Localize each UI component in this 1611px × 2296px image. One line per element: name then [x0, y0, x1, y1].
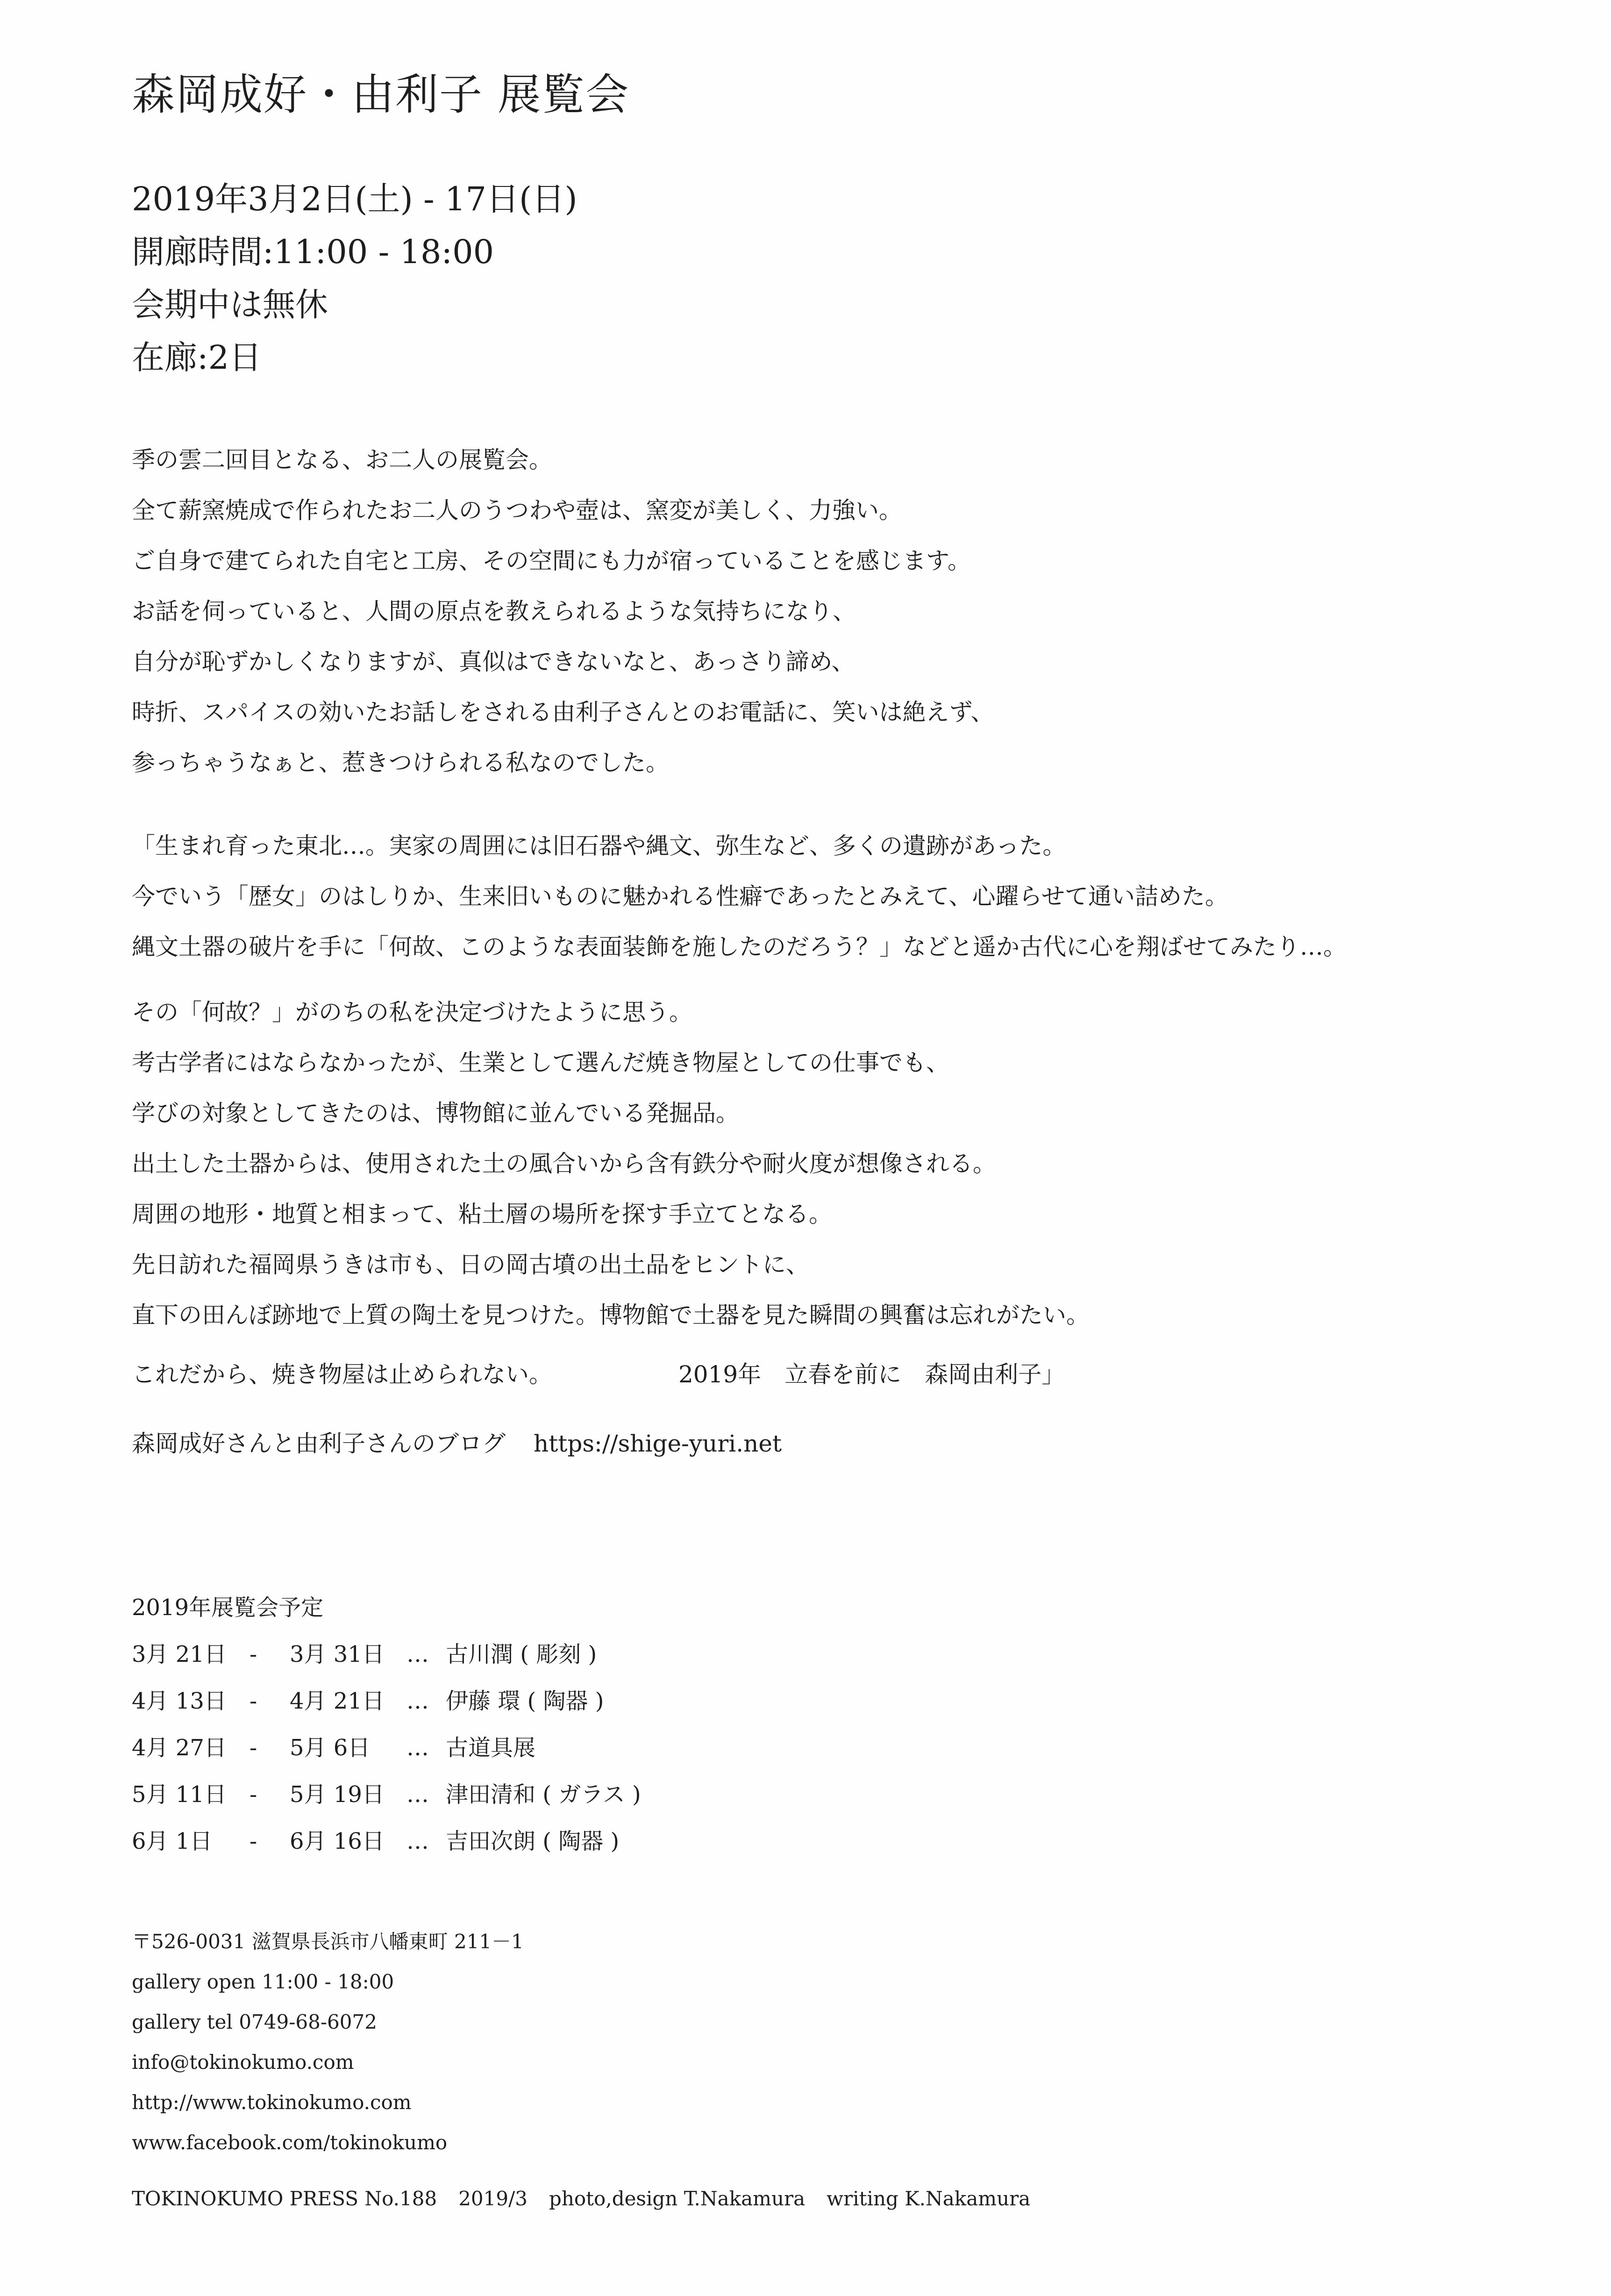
artist-essay-part2	[132, 987, 1090, 1340]
intro-line: 季の雲二回目となる、お二人の展覧会。	[132, 446, 552, 473]
intro-paragraph	[132, 435, 994, 788]
writing-credit: writing K.Nakamura	[827, 2187, 1031, 2210]
event-dates: 2019年3月2日(土) - 17日(日)	[132, 180, 577, 218]
photo-credit: photo,design T.Nakamura	[549, 2187, 806, 2210]
blog-line	[132, 1418, 782, 1469]
event-info	[132, 173, 577, 384]
essay-signature: 2019年 立春を前に 森岡由利子」	[678, 1361, 1065, 1388]
schedule-end-date: 6月 16日	[290, 1828, 385, 1854]
press-footer	[132, 2180, 1030, 2217]
intro-line: 全て薪窯焼成で作られたお二人のうつわや壺は、窯変が美しく、力強い。	[132, 497, 902, 524]
essay-line: その「何故？」がのちの私を決定づけたように思う。	[132, 999, 692, 1026]
intro-line: ご自身で建てられた自宅と工房、その空間にも力が宿っていることを感じます。	[132, 547, 971, 574]
gallery-website[interactable]: http://www.tokinokumo.com	[132, 2091, 412, 2114]
gallery-facebook[interactable]: www.facebook.com/tokinokumo	[132, 2131, 448, 2154]
closing-text: これだから、焼き物屋は止められない。	[132, 1361, 552, 1388]
essay-line: 先日訪れた福岡県うきは市も、日の岡古墳の出土品をヒントに、	[132, 1251, 809, 1278]
schedule-dash: -	[249, 1688, 257, 1714]
schedule-row	[132, 1678, 604, 1724]
schedule-heading: 2019年展覧会予定	[132, 1595, 324, 1621]
schedule-start-date: 5月 11日	[132, 1781, 227, 1808]
schedule-end-date: 3月 31日	[290, 1641, 385, 1667]
press-date: 2019/3	[458, 2187, 527, 2210]
essay-closing	[132, 1349, 1065, 1400]
essay-line: 学びの対象としてきたのは、博物館に並んでいる発掘品。	[132, 1100, 739, 1127]
schedule-exhibition-name: 古川潤 ( 彫刻 )	[446, 1641, 597, 1667]
schedule-ellipsis: …	[406, 1735, 429, 1761]
schedule-exhibition-name: 津田清和 ( ガラス )	[446, 1781, 641, 1808]
schedule-ellipsis: …	[406, 1828, 429, 1854]
schedule-exhibition-name: 吉田次朗 ( 陶器 )	[446, 1828, 620, 1854]
essay-line: 今でいう「歴女」のはしりか、生来旧いものに魅かれる性癖であったとみえて、心躍らせて通い詰めた。	[132, 883, 1228, 910]
schedule-row	[132, 1771, 641, 1818]
artist-present-days: 在廊:2日	[132, 338, 262, 377]
blog-url[interactable]: https://shige-yuri.net	[534, 1430, 782, 1457]
event-hours: 開廊時間:11:00 - 18:00	[132, 233, 494, 271]
schedule-start-date: 4月 27日	[132, 1735, 227, 1761]
schedule-end-date: 5月 6日	[290, 1735, 371, 1761]
schedule-row	[132, 1724, 536, 1771]
essay-line: 周囲の地形・地質と相まって、粘土層の場所を探す手立てとなる。	[132, 1201, 832, 1228]
intro-line: 参っちゃうなぁと、惹きつけられる私なのでした。	[132, 749, 669, 776]
schedule-ellipsis: …	[406, 1781, 429, 1808]
schedule-end-date: 5月 19日	[290, 1781, 385, 1808]
intro-line: お話を伺っていると、人間の原点を教えられるような気持ちになり、	[132, 598, 856, 625]
event-closed-days: 会期中は無休	[132, 286, 328, 324]
essay-line: 直下の田んぼ跡地で上質の陶土を見つけた。博物館で土器を見た瞬間の興奮は忘れがたい。	[132, 1302, 1090, 1329]
gallery-contact	[132, 1922, 524, 2163]
gallery-email[interactable]: info@tokinokumo.com	[132, 2051, 354, 2074]
schedule-ellipsis: …	[406, 1641, 429, 1667]
schedule-start-date: 3月 21日	[132, 1641, 227, 1667]
intro-line: 自分が恥ずかしくなりますが、真似はできないなと、あっさり諦め、	[132, 648, 855, 675]
schedule-exhibition-name: 伊藤 環 ( 陶器 )	[446, 1688, 604, 1714]
schedule-dash: -	[249, 1828, 257, 1854]
essay-line: 考古学者にはならなかったが、生業として選んだ焼き物屋としての仕事でも、	[132, 1049, 949, 1076]
page-title: 森岡成好・由利子 展覧会	[132, 70, 630, 120]
press-issue: TOKINOKUMO PRESS No.188	[132, 2187, 437, 2210]
intro-line: 時折、スパイスの効いたお話しをされる由利子さんとのお電話に、笑いは絶えず、	[132, 699, 994, 726]
essay-line: 縄文土器の破片を手に「何故、このような表面装飾を施したのだろう？」などと遥か古代に心を翔ばせてみたり…。	[132, 933, 1347, 960]
exhibition-schedule	[132, 1584, 641, 1865]
schedule-exhibition-name: 古道具展	[446, 1735, 536, 1761]
schedule-start-date: 6月 1日	[132, 1828, 213, 1854]
blog-label: 森岡成好さんと由利子さんのブログ	[132, 1430, 506, 1457]
essay-line: 出土した土器からは、使用された土の風合いから含有鉄分や耐火度が想像される。	[132, 1150, 996, 1177]
gallery-address: 〒526-0031 滋賀県長浜市八幡東町 211－1	[132, 1930, 524, 1953]
schedule-end-date: 4月 21日	[290, 1688, 385, 1714]
essay-line: 「生まれ育った東北…。実家の周囲には旧石器や縄文、弥生など、多くの遺跡があった。	[132, 832, 1066, 859]
schedule-dash: -	[249, 1781, 257, 1808]
schedule-row	[132, 1818, 620, 1865]
schedule-row	[132, 1631, 597, 1678]
schedule-dash: -	[249, 1735, 257, 1761]
schedule-dash: -	[249, 1641, 257, 1667]
artist-essay-part1	[132, 821, 1347, 972]
gallery-tel: gallery tel 0749-68-6072	[132, 2010, 377, 2033]
schedule-ellipsis: …	[406, 1688, 429, 1714]
schedule-start-date: 4月 13日	[132, 1688, 227, 1714]
gallery-open-hours: gallery open 11:00 - 18:00	[132, 1970, 394, 1993]
